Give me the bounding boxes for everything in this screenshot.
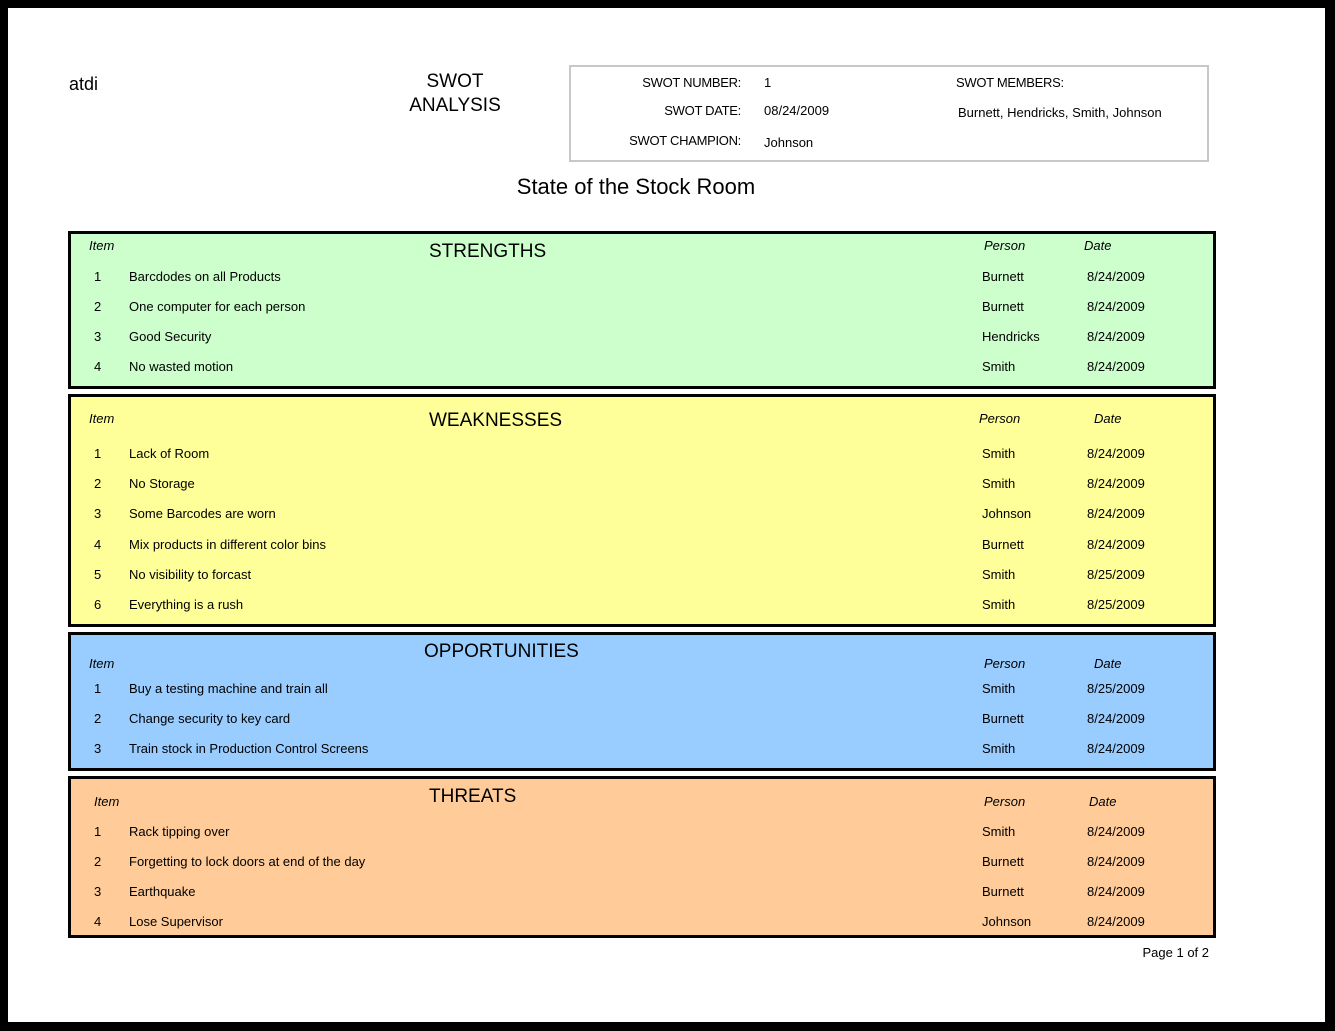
swot-number-label: SWOT NUMBER: <box>642 75 741 90</box>
weaknesses-title: WEAKNESSES <box>429 410 563 431</box>
table-row <box>71 269 1213 289</box>
table-row <box>71 506 1213 526</box>
row-date: 8/24/2009 <box>1087 824 1145 839</box>
row-date: 8/24/2009 <box>1087 506 1145 522</box>
swot-number-value: 1 <box>764 75 772 90</box>
row-date: 8/24/2009 <box>1087 269 1145 284</box>
row-item: 4 <box>94 914 102 929</box>
strengths-section <box>68 231 1216 389</box>
row-date: 8/24/2009 <box>1087 741 1145 756</box>
swot-members-value: Burnett, Hendricks, Smith, Johnson <box>958 105 1162 120</box>
row-description: No wasted motion <box>129 359 234 374</box>
row-person: Smith <box>982 446 1016 461</box>
row-date: 8/24/2009 <box>1087 446 1145 461</box>
row-item: 5 <box>94 566 102 582</box>
strengths-title: STRENGTHS <box>429 241 547 262</box>
row-date: 8/24/2009 <box>1087 476 1145 492</box>
row-description: Some Barcodes are worn <box>129 506 276 522</box>
row-item: 2 <box>94 476 102 492</box>
threats-title: THREATS <box>429 786 517 807</box>
row-description: Forgetting to lock doors at end of the day <box>129 854 366 869</box>
row-item: 2 <box>94 854 102 869</box>
opportunities-title: OPPORTUNITIES <box>424 641 579 662</box>
table-row <box>71 741 1213 761</box>
row-item: 1 <box>94 269 102 284</box>
table-row <box>71 597 1213 617</box>
row-item: 6 <box>94 597 102 612</box>
row-person: Smith <box>982 741 1016 756</box>
row-description: No Storage <box>129 476 195 492</box>
row-date: 8/24/2009 <box>1087 914 1145 929</box>
opportunities-section <box>68 632 1216 771</box>
row-item: 3 <box>94 741 102 756</box>
row-person: Smith <box>982 476 1016 492</box>
row-item: 3 <box>94 884 102 899</box>
row-date: 8/24/2009 <box>1087 536 1145 552</box>
row-description: Lack of Room <box>129 446 210 461</box>
row-item: 3 <box>94 506 102 522</box>
row-person: Smith <box>982 824 1016 839</box>
threats-date-header: Date <box>1089 794 1117 809</box>
row-item: 2 <box>94 299 102 314</box>
report-title <box>380 70 530 118</box>
swot-date-value: 08/24/2009 <box>764 103 830 118</box>
opportunities-date-header: Date <box>1094 656 1122 671</box>
table-row <box>71 567 1213 587</box>
table-row <box>71 681 1213 701</box>
table-row <box>71 446 1213 466</box>
row-person: Burnett <box>982 299 1024 314</box>
row-description: Lose Supervisor <box>129 914 223 929</box>
row-date: 8/24/2009 <box>1087 884 1145 899</box>
threats-person-header: Person <box>984 794 1026 809</box>
threats-item-header: Item <box>94 794 120 809</box>
row-description: Mix products in different color bins <box>129 536 327 552</box>
weaknesses-item-header: Item <box>89 411 115 426</box>
row-item: 3 <box>94 329 102 344</box>
row-description: Earthquake <box>129 884 196 899</box>
table-row <box>71 884 1213 904</box>
opportunities-person-header: Person <box>984 656 1026 671</box>
row-date: 8/24/2009 <box>1087 329 1145 344</box>
threats-section <box>68 776 1216 938</box>
table-row <box>71 329 1213 349</box>
row-description: No visibility to forcast <box>129 566 252 582</box>
row-date: 8/25/2009 <box>1087 681 1145 696</box>
row-person: Johnson <box>982 914 1032 929</box>
report-title-line2: ANALYSIS <box>409 95 501 116</box>
row-date: 8/24/2009 <box>1087 299 1145 314</box>
row-description: Barcdodes on all Products <box>129 269 281 284</box>
strengths-person-header: Person <box>984 238 1026 253</box>
strengths-item-header: Item <box>89 238 115 253</box>
opportunities-item-header: Item <box>89 656 115 671</box>
row-person: Smith <box>982 681 1016 696</box>
row-item: 1 <box>94 446 102 461</box>
row-item: 4 <box>94 359 102 374</box>
weaknesses-date-header: Date <box>1094 411 1122 426</box>
row-person: Smith <box>982 566 1016 582</box>
table-row <box>71 476 1213 496</box>
company-name: atdi <box>69 74 99 94</box>
row-description: Buy a testing machine and train all <box>129 681 328 696</box>
report-title-line1: SWOT <box>426 71 484 92</box>
row-person: Burnett <box>982 711 1024 726</box>
table-row <box>71 824 1213 844</box>
strengths-date-header: Date <box>1084 238 1112 253</box>
row-item: 2 <box>94 711 102 726</box>
table-row <box>71 299 1213 319</box>
weaknesses-person-header: Person <box>979 411 1021 426</box>
row-description: Train stock in Production Control Screens <box>129 741 369 756</box>
swot-champion-label: SWOT CHAMPION: <box>629 133 741 148</box>
swot-info-box <box>569 65 1209 162</box>
table-row <box>71 359 1213 379</box>
report-page <box>8 8 1325 1022</box>
row-person: Burnett <box>982 854 1024 869</box>
row-date: 8/24/2009 <box>1087 854 1145 869</box>
table-row <box>71 537 1213 557</box>
page-number: Page 1 of 2 <box>1142 945 1209 960</box>
row-person: Johnson <box>982 506 1032 522</box>
row-date: 8/24/2009 <box>1087 711 1145 726</box>
row-date: 8/24/2009 <box>1087 359 1145 374</box>
row-description: One computer for each person <box>129 299 306 314</box>
row-date: 8/25/2009 <box>1087 597 1145 612</box>
report-subject: State of the Stock Room <box>516 174 756 199</box>
row-description: Everything is a rush <box>129 597 244 612</box>
row-person: Burnett <box>982 536 1024 552</box>
table-row <box>71 711 1213 731</box>
row-person: Smith <box>982 359 1016 374</box>
row-person: Hendricks <box>982 329 1040 344</box>
row-description: Change security to key card <box>129 711 291 726</box>
swot-members-label: SWOT MEMBERS: <box>956 75 1064 90</box>
table-row <box>71 914 1213 934</box>
row-item: 1 <box>94 824 102 839</box>
row-person: Burnett <box>982 884 1024 899</box>
swot-champion-value: Johnson <box>764 135 814 150</box>
row-item: 1 <box>94 681 102 696</box>
row-date: 8/25/2009 <box>1087 566 1145 582</box>
row-description: Good Security <box>129 329 212 344</box>
weaknesses-section <box>68 394 1216 627</box>
row-person: Burnett <box>982 269 1024 284</box>
row-description: Rack tipping over <box>129 824 230 839</box>
row-person: Smith <box>982 597 1016 612</box>
table-row <box>71 854 1213 874</box>
swot-date-label: SWOT DATE: <box>664 103 741 118</box>
row-item: 4 <box>94 536 102 552</box>
